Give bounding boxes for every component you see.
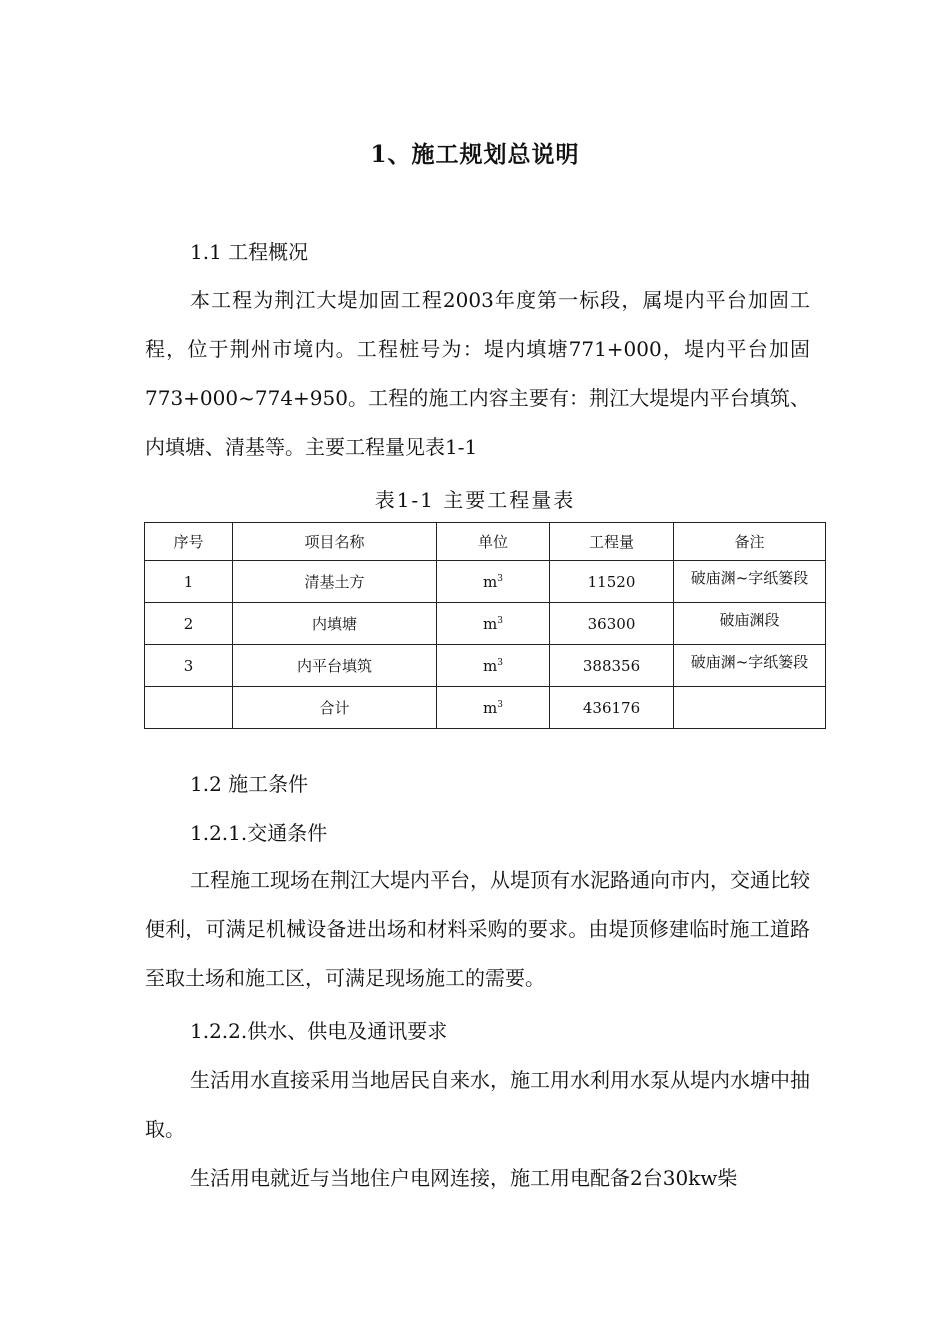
section-1-2-2-paragraph-2: 生活用电就近与当地住户电网连接，施工用电配备2台30kw柴: [190, 1166, 738, 1190]
cell-no: 3: [145, 645, 233, 687]
cell-note: [674, 687, 826, 729]
quantity-table: [144, 522, 826, 729]
section-1-1-paragraph: 本工程为荆江大堤加固工程2003年度第一标段，属堤内平台加固工程，位于荆州市境内。工程桩号为：堤内填塘771+000，堤内平台加固773+000~774+950。工程的施工内容主要有：荆江大堤堤内平台填筑、内填塘、清基等。主要工程量见表1-1: [145, 288, 810, 459]
header-no: 序号: [145, 523, 233, 561]
cell-note: 破庙渊~字纸篓段: [674, 561, 826, 603]
cell-name: 内平台填筑: [233, 645, 437, 687]
section-heading-1-2-1: 1.2.1.交通条件: [190, 821, 328, 845]
cell-name: 内填塘: [233, 603, 437, 645]
cell-unit: [437, 687, 550, 729]
unit-text: m: [483, 572, 498, 591]
table-row-total: [145, 687, 826, 729]
cell-qty: 11520: [550, 561, 674, 603]
page-title: 1、施工规划总说明: [370, 141, 580, 168]
cell-qty: 436176: [550, 687, 674, 729]
header-qty: 工程量: [550, 523, 674, 561]
unit-superscript: 3: [497, 699, 503, 710]
unit-superscript: 3: [497, 615, 503, 626]
unit-text: m: [483, 614, 498, 633]
header-note: 备注: [674, 523, 826, 561]
cell-note: 破庙渊段: [674, 603, 826, 645]
cell-note: 破庙渊~字纸篓段: [674, 645, 826, 687]
cell-qty: 36300: [550, 603, 674, 645]
header-name: 项目名称: [233, 523, 437, 561]
section-heading-1-2-2: 1.2.2.供水、供电及通讯要求: [190, 1019, 448, 1043]
cell-qty: 388356: [550, 645, 674, 687]
section-heading-1-1: 1.1 工程概况: [190, 240, 309, 264]
table-row: [145, 645, 826, 687]
table-row: [145, 561, 826, 603]
cell-no: 2: [145, 603, 233, 645]
cell-no: [145, 687, 233, 729]
section-1-2-2-paragraph-1: 生活用水直接采用当地居民自来水，施工用水利用水泵从堤内水塘中抽取。: [145, 1068, 810, 1141]
unit-text: m: [483, 698, 498, 717]
unit-superscript: 3: [497, 573, 503, 584]
table-header-row: [145, 523, 826, 561]
cell-unit: [437, 603, 550, 645]
table-caption: 表1-1 主要工程量表: [374, 488, 576, 512]
table-row: [145, 603, 826, 645]
cell-name: 清基土方: [233, 561, 437, 603]
cell-no: 1: [145, 561, 233, 603]
cell-unit: [437, 561, 550, 603]
cell-unit: [437, 645, 550, 687]
unit-superscript: 3: [497, 657, 503, 668]
unit-text: m: [483, 656, 498, 675]
header-unit: 单位: [437, 523, 550, 561]
cell-name: 合计: [233, 687, 437, 729]
section-heading-1-2: 1.2 施工条件: [190, 772, 309, 796]
section-1-2-1-paragraph: 工程施工现场在荆江大堤内平台，从堤顶有水泥路通向市内，交通比较便利，可满足机械设备进出场和材料采购的要求。由堤顶修建临时施工道路至取土场和施工区，可满足现场施工的需要。: [145, 868, 810, 990]
